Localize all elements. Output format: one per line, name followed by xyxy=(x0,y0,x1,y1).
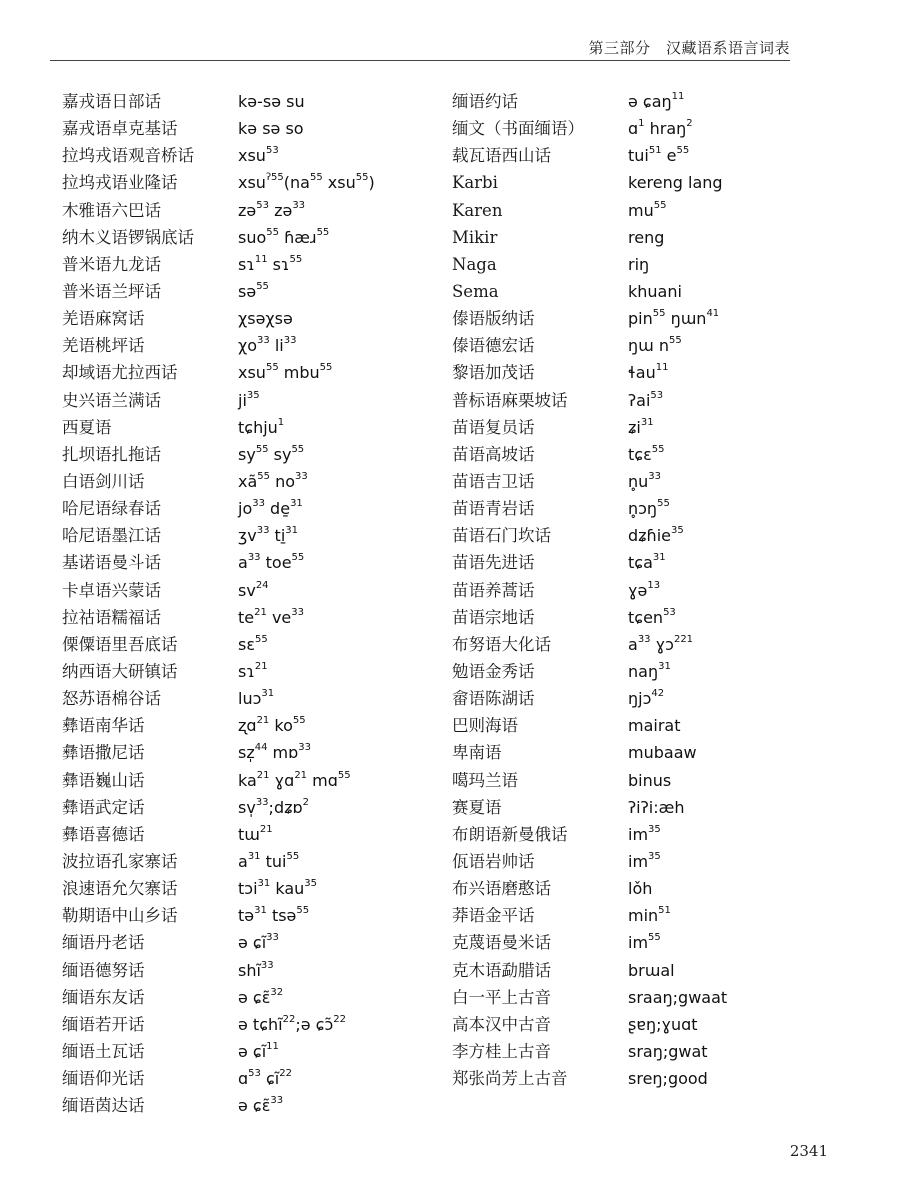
language-name: Karen xyxy=(452,200,503,220)
language-name: 缅语土瓦话 xyxy=(62,1041,145,1061)
language-name: 羌语桃坪话 xyxy=(62,336,145,356)
language-name: 哈尼语绿春话 xyxy=(62,499,161,519)
entry-row xyxy=(452,712,832,739)
entry-row xyxy=(62,929,442,956)
word-form: $sv^{24}$ xyxy=(238,579,269,600)
entry-row xyxy=(62,604,442,631)
language-name: 畲语陈湖话 xyxy=(452,689,535,709)
word-form: $mu^{55}$ xyxy=(628,199,667,220)
word-form: tə$^{31}$ tsə$^{55}$ xyxy=(238,905,310,926)
entry-row xyxy=(62,88,442,115)
word-form: sv̩$^{33}$;dʑɒ$^2$ xyxy=(238,796,310,817)
word-form: suo$^{55}$ ɦæɹ$^{55}$ xyxy=(238,226,330,247)
entry-row xyxy=(452,1011,832,1038)
word-form: tɕhju$^1$ xyxy=(238,416,285,437)
language-name: 佤语岩帅话 xyxy=(452,851,535,871)
language-name: 苗语青岩话 xyxy=(452,499,535,519)
word-form: xsu$^{55}$ mbu$^{55}$ xyxy=(238,362,333,383)
language-name: 苗语养蒿话 xyxy=(452,580,535,600)
entry-row xyxy=(62,1011,442,1038)
word-form: tɕen$^{53}$ xyxy=(628,606,676,627)
language-name: 苗语宗地话 xyxy=(452,607,535,627)
word-form: tui$^{51}$ $e^{55}$ xyxy=(628,145,690,166)
entry-row xyxy=(452,224,832,251)
word-form: $n̥u^{33}$ xyxy=(628,470,662,491)
language-name: 缅文（书面缅语） xyxy=(452,119,584,139)
language-name: 浪速语允欠寨话 xyxy=(62,879,178,899)
entry-row xyxy=(62,332,442,359)
language-name: 普米语九龙话 xyxy=(62,254,161,274)
left-column xyxy=(62,88,442,1119)
entry-row xyxy=(452,332,832,359)
word-form: ʔiʔi:æh xyxy=(628,797,685,817)
language-name: 哈尼语墨江话 xyxy=(62,526,161,546)
word-form: ʒv$^{33}$ ti̱$^{31}$ xyxy=(238,525,298,546)
language-name: 苗语高坡话 xyxy=(452,444,535,464)
word-form: ɣə$^{13}$ xyxy=(628,579,661,600)
language-name: 布努语大化话 xyxy=(452,634,551,654)
language-name: 拉祜语糯福话 xyxy=(62,607,161,627)
word-form: ə ɕɛ̃$^{32}$ xyxy=(238,986,284,1007)
language-name: 勉语金秀话 xyxy=(452,661,535,681)
language-name: 缅语德努话 xyxy=(62,960,145,980)
language-name: 普米语兰坪话 xyxy=(62,281,161,301)
word-form: xsu$^{53}$ xyxy=(238,145,279,166)
entry-row xyxy=(452,821,832,848)
entry-row xyxy=(62,359,442,386)
entry-row xyxy=(452,169,832,196)
word-form: pin$^{55}$ ŋɯn$^{41}$ xyxy=(628,308,720,329)
entry-row xyxy=(452,767,832,794)
word-form: ɑ$^{53}$ ɕĩ$^{22}$ xyxy=(238,1068,292,1089)
entry-row xyxy=(62,767,442,794)
entry-row xyxy=(452,387,832,414)
language-name: 巴则海语 xyxy=(452,716,518,736)
language-name: 嘉戎语卓克基话 xyxy=(62,119,178,139)
language-name: 嘉戎语日部话 xyxy=(62,92,161,111)
entry-row xyxy=(62,1065,442,1092)
language-name: 缅语东友话 xyxy=(62,987,145,1007)
language-name: 傣语版纳话 xyxy=(452,309,535,329)
right-column xyxy=(452,88,832,1092)
entry-row xyxy=(452,549,832,576)
language-name: 彝语南华话 xyxy=(62,716,145,736)
word-form: $ji^{35}$ xyxy=(238,389,260,410)
entry-row xyxy=(62,468,442,495)
word-form: tɔi$^{31}$ kau$^{35}$ xyxy=(238,878,317,899)
language-name: 莽语金平话 xyxy=(452,906,535,926)
language-name: 白语剑川话 xyxy=(62,471,145,491)
entry-row xyxy=(452,359,832,386)
language-name: 却域语尤拉西话 xyxy=(62,363,178,383)
entry-row xyxy=(452,604,832,631)
header-rule xyxy=(50,60,790,61)
word-form: brɯal xyxy=(628,960,675,980)
word-form: ʐɑ$^{21}$ $ko^{55}$ xyxy=(238,715,306,736)
word-form: $a^{33}$ ɣɔ$^{221}$ xyxy=(628,633,694,654)
word-form: $im^{35}$ xyxy=(628,823,661,844)
language-name: 布兴语磨憨话 xyxy=(452,879,551,899)
entry-row xyxy=(62,875,442,902)
language-name: 缅语丹老话 xyxy=(62,933,145,953)
word-form: riŋ xyxy=(628,254,650,274)
word-form: sraaŋ;gwaat xyxy=(628,987,728,1007)
entry-row xyxy=(452,441,832,468)
entry-row xyxy=(452,794,832,821)
word-form: sɛ$^{55}$ xyxy=(238,633,268,654)
entry-row xyxy=(452,577,832,604)
entry-row xyxy=(452,631,832,658)
language-name: 彝语撒尼话 xyxy=(62,743,145,763)
language-name: 纳西语大研镇话 xyxy=(62,661,178,681)
word-form: shĩ$^{33}$ xyxy=(238,959,274,980)
language-name: Mikir xyxy=(452,227,498,247)
entry-row xyxy=(62,1092,442,1119)
language-name: 苗语先进话 xyxy=(452,553,535,573)
entry-row xyxy=(452,984,832,1011)
word-form: sɿ$^{11}$ sɿ$^{55}$ xyxy=(238,253,303,274)
word-form: $te^{21}$ $ve^{33}$ xyxy=(238,606,304,627)
language-name: 载瓦语西山话 xyxy=(452,146,551,166)
entry-row xyxy=(452,848,832,875)
entry-row xyxy=(62,441,442,468)
language-name: 白一平上古音 xyxy=(452,987,551,1007)
language-name: 黎语加茂话 xyxy=(452,363,535,383)
entry-row xyxy=(452,1038,832,1065)
word-form: $jo^{33}$ de̱$^{31}$ xyxy=(238,498,303,519)
language-name: 卡卓语兴蒙话 xyxy=(62,580,161,600)
language-name: 布朗语新曼俄话 xyxy=(452,824,568,844)
entry-row xyxy=(62,712,442,739)
word-form: n̥ɔŋ$^{55}$ xyxy=(628,498,670,519)
word-form: kereng lang xyxy=(628,173,723,193)
language-name: 普标语麻栗坡话 xyxy=(452,390,568,410)
entry-row xyxy=(62,305,442,332)
word-form: ə ɕĩ$^{11}$ xyxy=(238,1040,279,1061)
entry-row xyxy=(62,577,442,604)
word-form: dʑɦie$^{35}$ xyxy=(628,525,684,546)
entry-row xyxy=(62,224,442,251)
language-name: 克木语勐腊话 xyxy=(452,960,551,980)
word-form: ŋjɔ$^{42}$ xyxy=(628,688,665,709)
word-form: ŋɯ $n^{55}$ xyxy=(628,335,682,356)
entry-row xyxy=(452,278,832,305)
entry-row xyxy=(62,197,442,224)
word-form: sɿ$^{21}$ xyxy=(238,660,268,681)
language-name: 克蔑语曼米话 xyxy=(452,933,551,953)
entry-row xyxy=(62,902,442,929)
word-form: sraŋ;gwat xyxy=(628,1041,708,1061)
language-name: Sema xyxy=(452,281,499,301)
language-name: 傣语德宏话 xyxy=(452,336,535,356)
entry-row xyxy=(62,1038,442,1065)
entry-row xyxy=(452,902,832,929)
word-form: ə ɕĩ$^{33}$ xyxy=(238,932,279,953)
word-form: binus xyxy=(628,770,672,790)
word-form: sə$^{55}$ xyxy=(238,280,269,301)
entry-row xyxy=(62,549,442,576)
entry-row xyxy=(452,468,832,495)
word-form: ɬau$^{11}$ xyxy=(628,362,669,383)
language-name: 彝语巍山话 xyxy=(62,770,145,790)
language-name: 缅语仰光话 xyxy=(62,1069,145,1089)
language-name: 苗语吉卫话 xyxy=(452,471,535,491)
entry-row xyxy=(62,142,442,169)
entry-row xyxy=(62,631,442,658)
language-name: 纳木义语锣锅底话 xyxy=(62,227,194,247)
word-form: tɯ$^{21}$ xyxy=(238,823,273,844)
language-name: 郑张尚芳上古音 xyxy=(452,1069,568,1089)
language-name: 缅语约话 xyxy=(452,92,518,111)
language-name: Karbi xyxy=(452,173,498,193)
language-name: 扎坝语扎拖话 xyxy=(62,444,161,464)
word-form: lǒh xyxy=(628,879,653,899)
entry-row xyxy=(452,875,832,902)
word-form: kə sə so xyxy=(238,119,304,139)
word-form: reng xyxy=(628,227,665,247)
entry-row xyxy=(452,522,832,549)
entry-row xyxy=(452,414,832,441)
word-form: $im^{35}$ xyxy=(628,850,661,871)
entry-row xyxy=(452,142,832,169)
word-form: $xsu^{ʔ55}(na^{55}$ xsu$^{55}$) xyxy=(238,172,375,193)
entry-row xyxy=(62,387,442,414)
word-form: $im^{55}$ xyxy=(628,932,661,953)
word-form: ə tɕhĩ$^{22}$;ə ɕɔ̃$^{22}$ xyxy=(238,1013,346,1034)
language-name: 傈僳语里吾底话 xyxy=(62,634,178,654)
page-number: 2341 xyxy=(789,1142,828,1160)
language-name: 史兴语兰满话 xyxy=(62,390,161,410)
word-form: $ka^{21}$ ɣɑ$^{21}$ mɑ$^{55}$ xyxy=(238,769,351,790)
entry-row xyxy=(62,414,442,441)
word-form: khuani xyxy=(628,281,682,301)
language-name: 怒苏语棉谷话 xyxy=(62,689,161,709)
word-form: mubaaw xyxy=(628,743,697,763)
entry-row xyxy=(62,522,442,549)
entry-row xyxy=(62,957,442,984)
language-name: 噶玛兰语 xyxy=(452,770,518,790)
entry-row xyxy=(452,929,832,956)
entry-row xyxy=(62,739,442,766)
entry-row xyxy=(62,794,442,821)
entry-row xyxy=(62,848,442,875)
word-form: kə-sə su xyxy=(238,92,305,111)
word-form: χsəχsə xyxy=(238,309,293,329)
entry-row xyxy=(452,251,832,278)
language-name: 高本汉中古音 xyxy=(452,1014,551,1034)
language-name: 西夏语 xyxy=(62,417,112,437)
entry-row xyxy=(452,88,832,115)
language-name: 拉坞戎语业隆话 xyxy=(62,173,178,193)
word-form: $\min^{51}$ xyxy=(628,905,671,926)
word-form: ə ɕɛ̃$^{33}$ xyxy=(238,1095,284,1116)
language-name: Naga xyxy=(452,254,497,274)
language-name: 缅语若开话 xyxy=(62,1014,145,1034)
language-name: 苗语复员话 xyxy=(452,417,535,437)
language-name: 羌语麻窝话 xyxy=(62,309,145,329)
entry-row xyxy=(62,821,442,848)
language-name: 基诺语曼斗话 xyxy=(62,553,161,573)
word-form: ʂɐŋ;ɣuɑt xyxy=(628,1014,698,1034)
language-name: 李方桂上古音 xyxy=(452,1041,551,1061)
entry-row xyxy=(62,115,442,142)
language-name: 苗语石门坎话 xyxy=(452,526,551,546)
word-form: $a^{31}$ tui$^{55}$ xyxy=(238,850,300,871)
entry-row xyxy=(452,1065,832,1092)
entry-row xyxy=(62,169,442,196)
language-name: 卑南语 xyxy=(452,743,502,763)
entry-row xyxy=(62,658,442,685)
language-name: 勒期语中山乡话 xyxy=(62,906,178,926)
entry-row xyxy=(452,685,832,712)
word-form: ə ɕaŋ$^{11}$ xyxy=(628,91,685,111)
word-form: ʔai$^{53}$ xyxy=(628,389,664,410)
word-form: tɕa$^{31}$ xyxy=(628,552,666,573)
language-name: 彝语喜德话 xyxy=(62,824,145,844)
word-form: $a^{33}$ toe$^{55}$ xyxy=(238,552,305,573)
language-name: 缅语茵达话 xyxy=(62,1096,145,1116)
entry-row xyxy=(452,957,832,984)
word-form: ɑ$^1$ hraŋ$^2$ xyxy=(628,118,693,139)
entry-row xyxy=(452,305,832,332)
entry-row xyxy=(452,658,832,685)
entry-row xyxy=(452,495,832,522)
entry-row xyxy=(452,739,832,766)
language-name: 木雅语六巴话 xyxy=(62,200,161,220)
entry-row xyxy=(62,685,442,712)
entry-row xyxy=(452,197,832,224)
word-form: $sy^{55}$ $sy^{55}$ xyxy=(238,443,305,464)
entry-row xyxy=(452,115,832,142)
word-form: tɕɛ$^{55}$ xyxy=(628,443,665,464)
language-name: 波拉语孔家寨话 xyxy=(62,851,178,871)
word-form: zə$^{53}$ zə$^{33}$ xyxy=(238,199,306,220)
entry-row xyxy=(62,495,442,522)
word-form: mairat xyxy=(628,716,681,736)
word-form: luɔ$^{31}$ xyxy=(238,688,275,709)
word-form: naŋ$^{31}$ xyxy=(628,660,671,681)
entry-row xyxy=(62,984,442,1011)
word-form: $xã^{55}$ $no^{33}$ xyxy=(238,470,308,491)
word-form: $\chi o^{33}$ $li^{33}$ xyxy=(238,335,297,356)
language-name: 拉坞戎语观音桥话 xyxy=(62,146,194,166)
language-name: 赛夏语 xyxy=(452,797,502,817)
running-header: 第三部分 汉藏语系语言词表 xyxy=(588,39,790,57)
entry-row xyxy=(62,251,442,278)
word-form: sz̩$^{44}$ mɒ$^{33}$ xyxy=(238,742,312,763)
word-form: sreŋ;good xyxy=(628,1069,708,1089)
word-form: ʑi$^{31}$ xyxy=(628,416,654,437)
entry-row xyxy=(62,278,442,305)
language-name: 彝语武定话 xyxy=(62,797,145,817)
